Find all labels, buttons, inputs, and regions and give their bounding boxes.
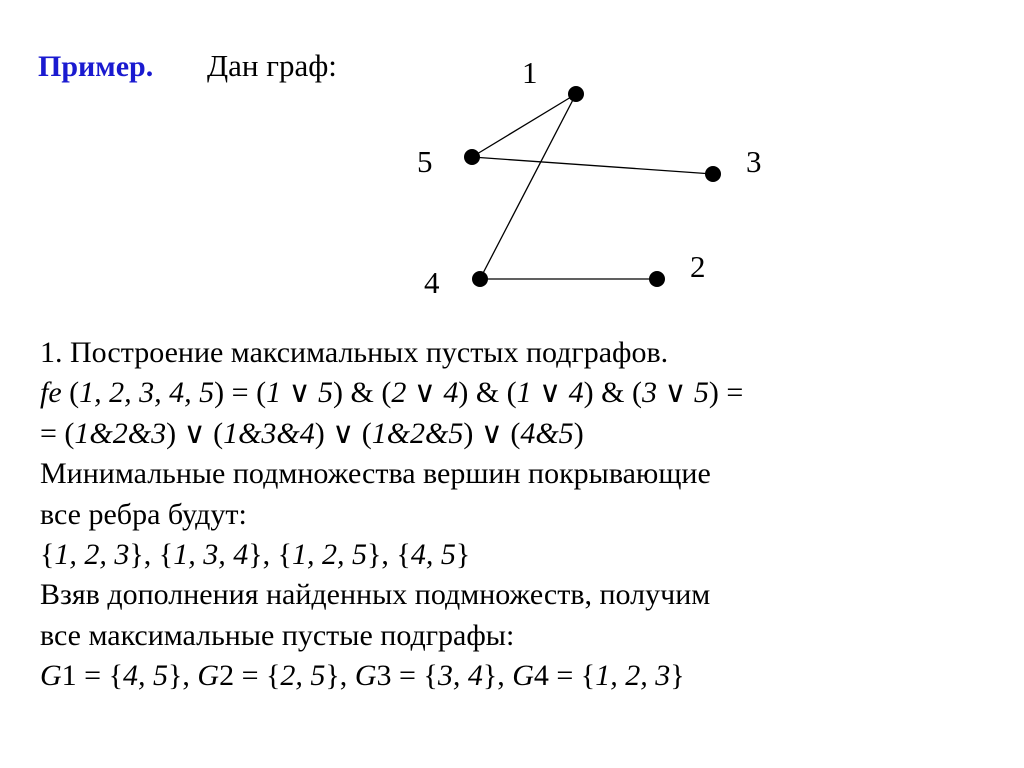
edge-5-3 <box>472 157 713 174</box>
example-label: Пример. <box>38 50 154 83</box>
g2: 2, 5 <box>280 659 326 693</box>
c1b: 5 <box>318 376 334 410</box>
c3a: 1 <box>516 376 532 410</box>
fe-args: 1, 2, 3, 4, 5 <box>79 376 215 410</box>
c2a: 2 <box>391 376 407 410</box>
node-label-2: 2 <box>690 249 706 284</box>
d3: 1&2&5 <box>371 416 464 450</box>
fe-line: fe (1, 2, 3, 4, 5) = (1 ∨ 5) & (2 ∨ 4) & (1 ∨ 4) & (3 ∨ 5) = <box>40 376 744 410</box>
graph-intro: Дан граф: <box>207 48 337 83</box>
node-4 <box>472 271 488 287</box>
c4a: 3 <box>641 376 657 410</box>
node-label-5: 5 <box>417 144 433 179</box>
c2b: 4 <box>443 376 459 410</box>
g3: 3, 4 <box>437 659 483 693</box>
s3: 1, 2, 5 <box>292 537 368 571</box>
node-label-3: 3 <box>746 144 762 179</box>
fe-func: fe <box>40 376 62 410</box>
d2: 1&3&4 <box>223 416 315 450</box>
g1: 4, 5 <box>123 659 168 693</box>
edge-1-5 <box>472 94 576 157</box>
result-line: G1 = {4, 5}, G2 = {2, 5}, G3 = {3, 4}, G4 = {1, 2, 3} <box>40 659 685 693</box>
s2: 1, 3, 4 <box>173 537 249 571</box>
g4: 1, 2, 3 <box>595 659 671 693</box>
edge-1-4 <box>480 94 576 279</box>
node-2 <box>649 271 665 287</box>
d1: 1&2&3 <box>74 416 167 450</box>
subsets-line: {1, 2, 3}, {1, 3, 4}, {1, 2, 5}, {4, 5} <box>40 537 471 571</box>
comp-line-2: все максимальные пустые подграфы: <box>40 618 515 652</box>
c3b: 4 <box>568 376 584 410</box>
node-label-4: 4 <box>424 265 440 300</box>
s4: 4, 5 <box>410 537 456 571</box>
step1-line: 1. Построение максимальных пустых подграфов. <box>40 336 669 369</box>
node-label-1: 1 <box>522 55 538 90</box>
min-line-1: Минимальные подмножества вершин покрывающие <box>40 457 711 491</box>
solution-text <box>40 333 743 697</box>
node-1 <box>568 86 584 102</box>
node-3 <box>705 166 721 182</box>
dnf-line: = (1&2&3) ∨ (1&3&4) ∨ (1&2&5) ∨ (4&5) <box>40 416 584 450</box>
comp-line-1: Взяв дополнения найденных подмножеств, получим <box>40 578 711 612</box>
s1: 1, 2, 3 <box>54 537 130 571</box>
min-line-2: все ребра будут: <box>40 497 247 531</box>
c4b: 5 <box>693 376 709 410</box>
d4: 4&5 <box>520 416 574 450</box>
node-5 <box>464 149 480 165</box>
graph-diagram <box>0 0 1024 330</box>
c1a: 1 <box>266 376 282 410</box>
